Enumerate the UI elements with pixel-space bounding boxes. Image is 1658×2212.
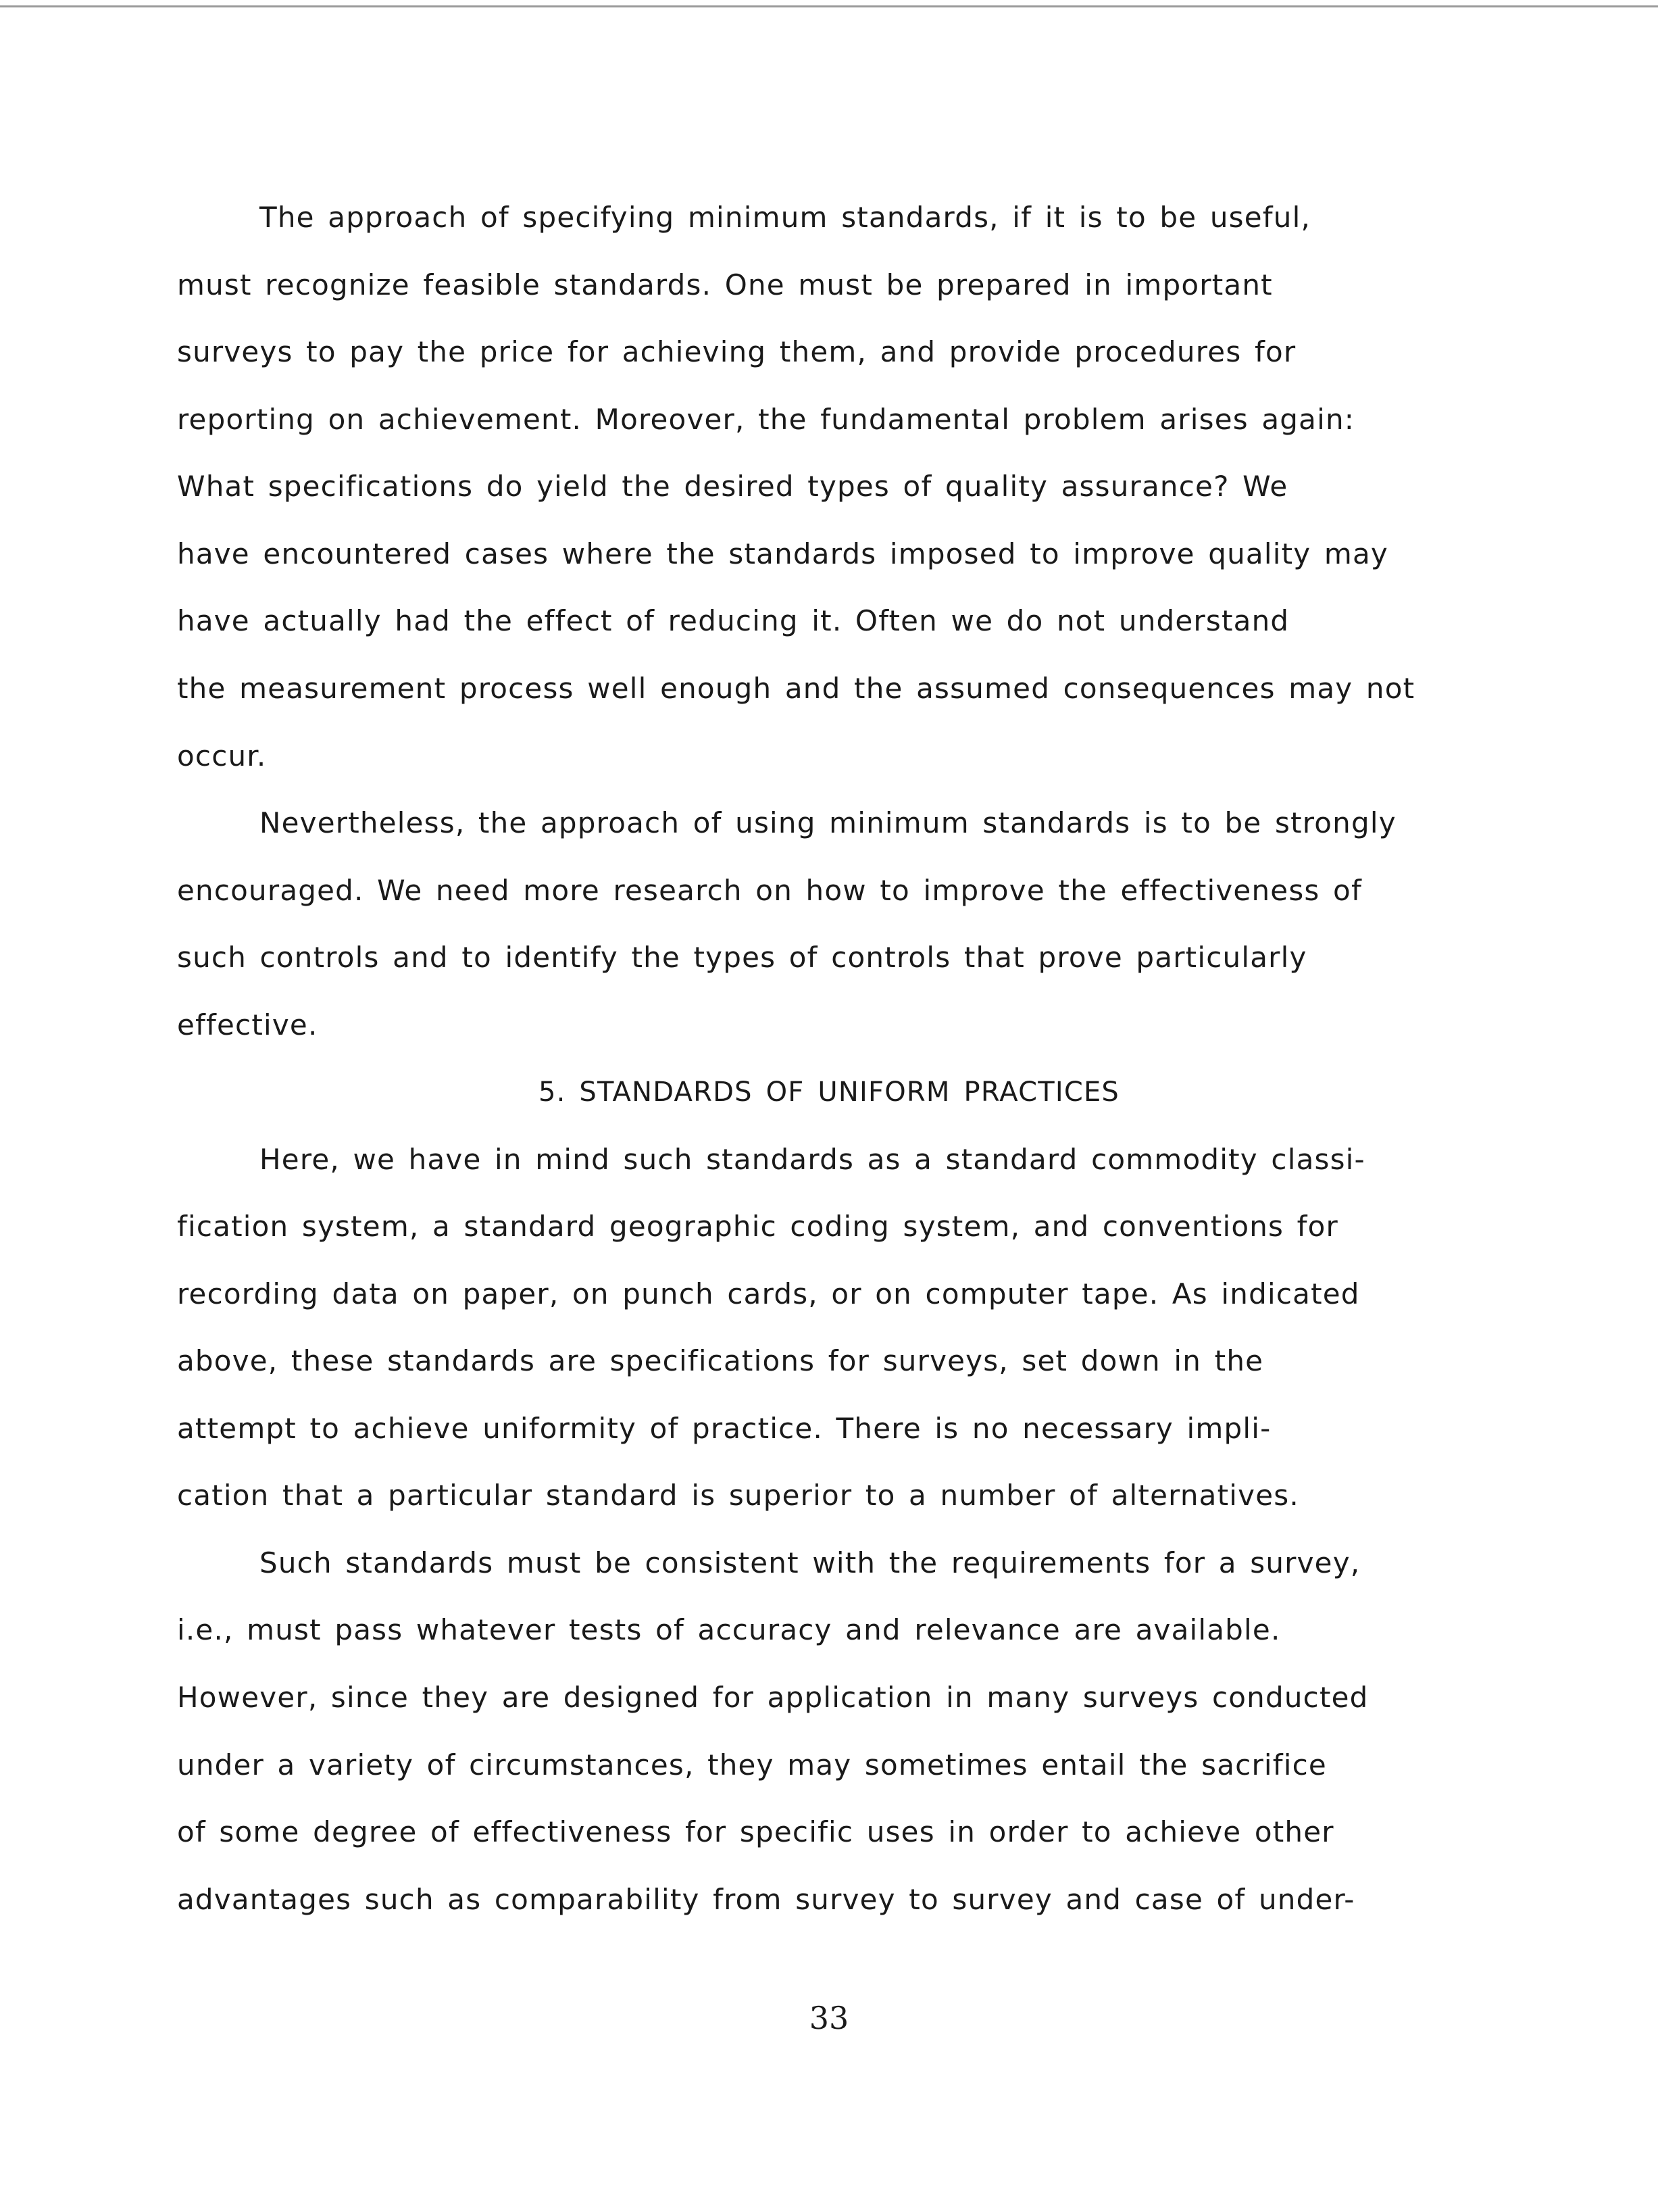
- paragraph-4-line-4: under a variety of circumstances, they may sometimes entail the sacrifice: [177, 1748, 1327, 1781]
- paragraph-3-line-2: fication system, a standard geographic coding system, and conventions for: [177, 1210, 1339, 1243]
- paragraph-1-line-8: the measurement process well enough and the assumed consequences may not: [177, 672, 1415, 705]
- page-number: 33: [809, 2000, 849, 2036]
- paragraph-2-line-2: encouraged. We need more research on how to improve the effectiveness of: [177, 874, 1362, 907]
- paragraph-4-line-3: However, since they are designed for application in many surveys conducted: [177, 1681, 1369, 1714]
- top-rule: [0, 5, 1658, 7]
- paragraph-4-line-2: i.e., must pass whatever tests of accuracy and relevance are available.: [177, 1613, 1281, 1646]
- paragraph-1-line-9: occur.: [177, 739, 267, 772]
- paragraph-3-line-1: Here, we have in mind such standards as a standard commodity classi-: [259, 1143, 1365, 1176]
- paragraph-3-line-6: cation that a particular standard is superior to a number of alternatives.: [177, 1479, 1299, 1512]
- paragraph-1-line-3: surveys to pay the price for achieving them, and provide procedures for: [177, 335, 1297, 368]
- paragraph-3-line-4: above, these standards are specifications for surveys, set down in the: [177, 1344, 1264, 1377]
- paragraph-2-line-1: Nevertheless, the approach of using minimum standards is to be strongly: [259, 806, 1397, 839]
- paragraph-1-line-5: What specifications do yield the desired types of quality assurance? We: [177, 470, 1288, 503]
- paragraph-1-line-2: must recognize feasible standards. One must be prepared in important: [177, 268, 1273, 301]
- paragraph-3-line-3: recording data on paper, on punch cards, or on computer tape. As indicated: [177, 1277, 1360, 1310]
- paragraph-1-line-4: reporting on achievement. Moreover, the fundamental problem arises again:: [177, 403, 1355, 436]
- paragraph-2-line-3: such controls and to identify the types of controls that prove particularly: [177, 941, 1307, 974]
- paragraph-1-line-7: have actually had the effect of reducing it. Often we do not understand: [177, 604, 1290, 637]
- paragraph-3-line-5: attempt to achieve uniformity of practice. There is no necessary impli-: [177, 1412, 1272, 1445]
- paragraph-4-line-6: advantages such as comparability from survey to survey and case of under-: [177, 1883, 1355, 1916]
- paragraph-4-line-1: Such standards must be consistent with the requirements for a survey,: [259, 1546, 1361, 1579]
- paragraph-1-line-1: The approach of specifying minimum standards, if it is to be useful,: [259, 201, 1311, 234]
- paragraph-1-line-6: have encountered cases where the standards imposed to improve quality may: [177, 537, 1388, 570]
- paragraph-2-line-4: effective.: [177, 1008, 318, 1041]
- section-heading: 5. STANDARDS OF UNIFORM PRACTICES: [538, 1077, 1120, 1108]
- paragraph-4-line-5: of some degree of effectiveness for specific uses in order to achieve other: [177, 1815, 1334, 1848]
